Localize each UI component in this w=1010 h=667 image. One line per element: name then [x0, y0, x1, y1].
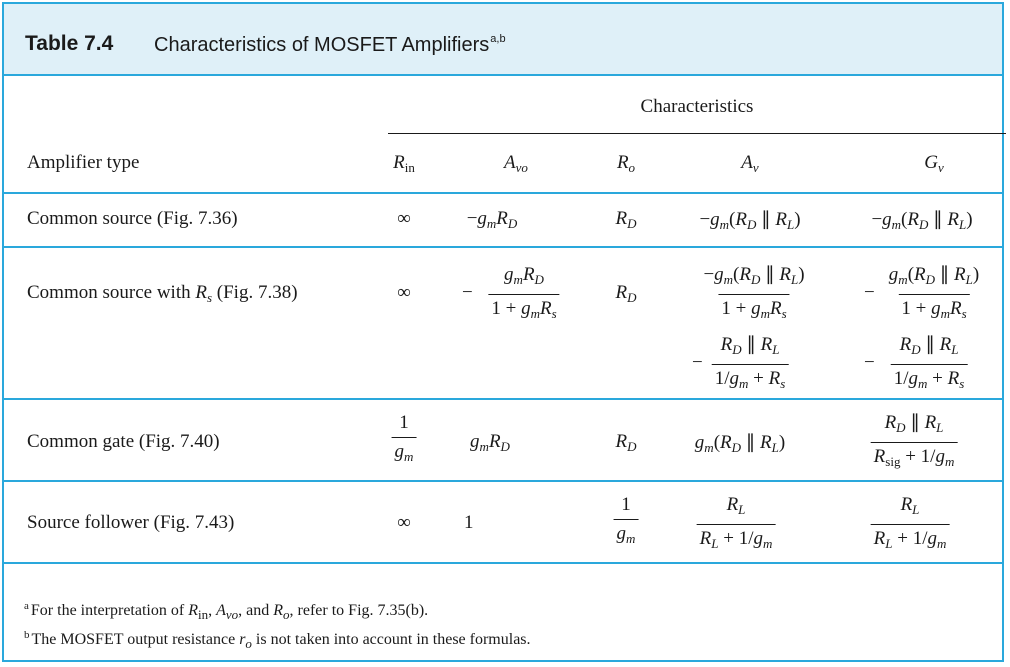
row-gv-alt: $\frac{R_D \parallel R_L}{1/g_m + R_s}$	[891, 334, 968, 395]
footnote-b: $^b$ The MOSFET output resistance $r_o$ is not taken into account in these formulas.	[24, 629, 531, 651]
table-frame	[2, 2, 1004, 662]
row-av: $\frac{R_L}{R_L + 1/g_m}$	[697, 494, 776, 555]
row-divider	[4, 246, 1002, 248]
row-type: Common source with $R_s$ (Fig. 7.38)	[27, 282, 298, 305]
row-avo-sign: −	[462, 282, 473, 303]
row-gv-alt-sign: −	[864, 352, 875, 373]
col-header-ro: $R_o$	[616, 152, 636, 175]
characteristics-label: Characteristics	[640, 96, 754, 117]
footnote-a: $^a$ For the interpretation of $R_{in}$, $A_{vo}$, and $R_o$, refer to Fig. 7.35(b).	[24, 600, 429, 622]
row-avo: $g_mR_D$ $1 + g_mR_s$	[488, 264, 559, 325]
row-rin: ∞	[397, 512, 411, 533]
row-ro: $R_D$	[615, 282, 637, 305]
row-av: $-g_m(R_D$ ∥ $R_L$)	[699, 209, 801, 232]
row-divider	[4, 192, 1002, 194]
col-header-av: $A_v$	[741, 152, 759, 175]
row-divider	[4, 562, 1002, 564]
col-header-rin: $R_{in}$	[393, 152, 415, 175]
row-divider	[4, 398, 1002, 400]
row-ro: $R_D$	[615, 431, 637, 454]
col-header-gv: $G_v$	[924, 152, 944, 175]
row-av-alt-sign: −	[692, 352, 703, 373]
row-type: Common source (Fig. 7.36)	[27, 208, 238, 229]
row-rin: $\frac{1}{g_m}$	[392, 412, 417, 468]
characteristics-rule	[388, 133, 1006, 134]
title-footnote-marks: a,b	[490, 33, 506, 45]
row-rin: ∞	[397, 282, 411, 303]
row-avo: 1	[464, 512, 474, 533]
row-gv-sign: −	[864, 282, 875, 303]
row-ro: $\frac{1}{g_m}$	[614, 494, 639, 550]
row-avo: $g_mR_D$	[470, 431, 510, 454]
row-type: Common gate (Fig. 7.40)	[27, 431, 220, 452]
row-avo: $-g_mR_D$	[466, 208, 518, 231]
col-header-avo: $A_{vo}$	[504, 152, 528, 175]
row-gv: $g_m(R_D$ ∥ $R_L$) $1 + g_mR_s$	[886, 264, 982, 325]
row-av: $-g_m(R_D$ ∥ $R_L$) $1 + g_mR_s$	[700, 264, 807, 325]
row-divider	[4, 480, 1002, 482]
table-title: Characteristics of MOSFET Amplifiers$^{a,b}$	[154, 33, 506, 56]
row-gv: $\frac{R_L}{R_L + 1/g_m}$	[871, 494, 950, 555]
row-ro: $R_D$	[615, 208, 637, 231]
row-gv: $-g_m(R_D$ ∥ $R_L$)	[871, 209, 973, 232]
row-gv: $R_D$ ∥ $R_L$ $R_{sig} + 1/g_m$	[871, 412, 958, 473]
row-av-alt: $\frac{R_D \parallel R_L}{1/g_m + R_s}$	[712, 334, 789, 395]
col-header-amplifier-type: Amplifier type	[27, 152, 140, 173]
table-number: Table 7.4	[25, 32, 114, 55]
table-header	[4, 4, 1002, 76]
row-type: Source follower (Fig. 7.43)	[27, 512, 235, 533]
row-rin: ∞	[397, 208, 411, 229]
row-av: $g_m(R_D$ ∥ $R_L$)	[694, 432, 786, 455]
